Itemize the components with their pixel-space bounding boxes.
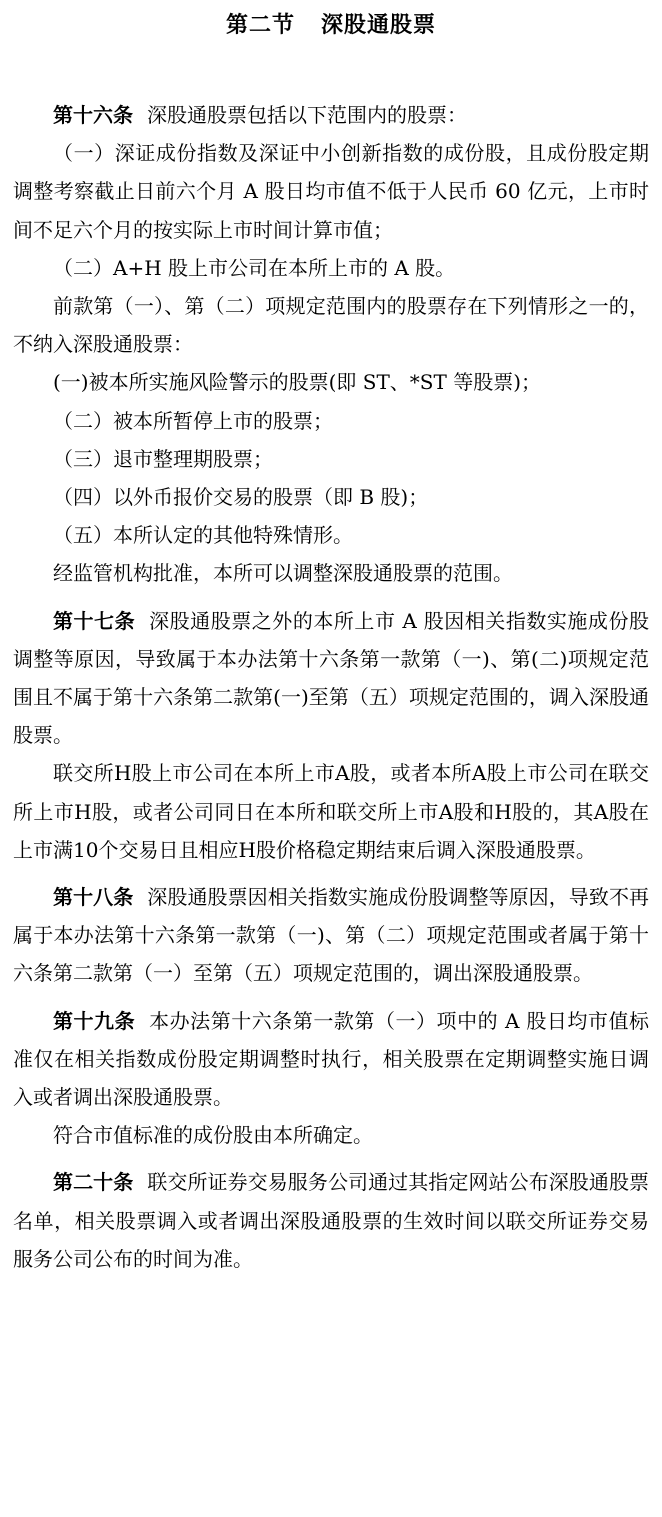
article-19-text-1: 本办法第十六条第一款第（一）项中的 A 股日均市值标准仅在相关指数成份股定期调整时执行，相关股票在定期调整实施日调入或者调出深股通股票。 [13,1008,649,1110]
section-heading: 深股通股票 [321,12,437,38]
article-19-paragraph-2: 符合市值标准的成份股由本所确定。 [53,1123,373,1148]
section-label: 第二节 [225,12,295,38]
article-17-number: 第十七条 [53,608,136,633]
article-19-paragraph-1 [13,1002,649,1117]
article-16-paragraph-6: （二）被本所暂停上市的股票； [53,408,333,433]
section-title [0,10,662,40]
article-16-paragraph-8: （四）以外币报价交易的股票（即 B 股)； [53,485,429,510]
article-16-paragraph-2: （一）深证成份指数及深证中小创新指数的成份股，且成份股定期调整考察截止日前六个月 A 股日均市值不低于人民币 60 亿元，上市时间不足六个月的按实际上市时间计算市值； [13,141,649,242]
article-18-paragraph-1 [13,878,649,993]
article-17-paragraph-2: 联交所H股上市公司在本所上市A股，或者本所A股上市公司在联交所上市H股，或者公司同日在本所和联交所上市A股和H股的，其A股在上市满10个交易日且相应H股价格稳定期结束后调入深股通股票。 [13,761,649,862]
article-16-paragraph-4: 前款第（一）、第（二）项规定范围内的股票存在下列情形之一的，不纳入深股通股票： [13,294,649,357]
article-16-text-1: 深股通股票包括以下范围内的股票： [147,103,467,127]
article-20-number: 第二十条 [53,1170,134,1195]
article-16-paragraph-10: 经监管机构批准，本所可以调整深股通股票的范围。 [53,561,513,586]
article-20-text-1: 联交所证券交易服务公司通过其指定网站公布深股通股票名单，相关股票调入或者调出深股通股票的生效时间以联交所证券交易服务公司公布的时间为准。 [13,1170,650,1271]
article-16-paragraph-5: (一)被本所实施风险警示的股票(即 ST、*ST 等股票)； [53,370,542,395]
article-16-paragraph-7: （三）退市整理期股票； [53,446,273,471]
article-17-text-1: 深股通股票之外的本所上市 A 股因相关指数实施成份股调整等原因，导致属于本办法第十六条第一款第（一)、第(二)项规定范围且不属于第十六条第二款第(一)至第（五）项规定范围的，调入深股通股票。 [13,608,649,748]
article-18-number: 第十八条 [53,885,134,910]
article-17-paragraph-1 [13,602,649,755]
article-16-paragraph-9: （五）本所认定的其他特殊情形。 [53,523,353,548]
article-19-number: 第十九条 [53,1008,136,1033]
article-16-number: 第十六条 [53,103,133,127]
article-18-text-1: 深股通股票因相关指数实施成份股调整等原因，导致不再属于本办法第十六条第一款第（一)、第（二）项规定范围或者属于第十六条第二款第（一）至第（五）项规定范围的，调出深股通股票。 [13,885,650,986]
article-16-paragraph-3: （二）A+H 股上市公司在本所上市的 A 股。 [53,255,456,280]
document-body [13,96,649,1278]
article-16-paragraph-1 [13,96,649,134]
article-20-paragraph-1 [13,1163,649,1278]
